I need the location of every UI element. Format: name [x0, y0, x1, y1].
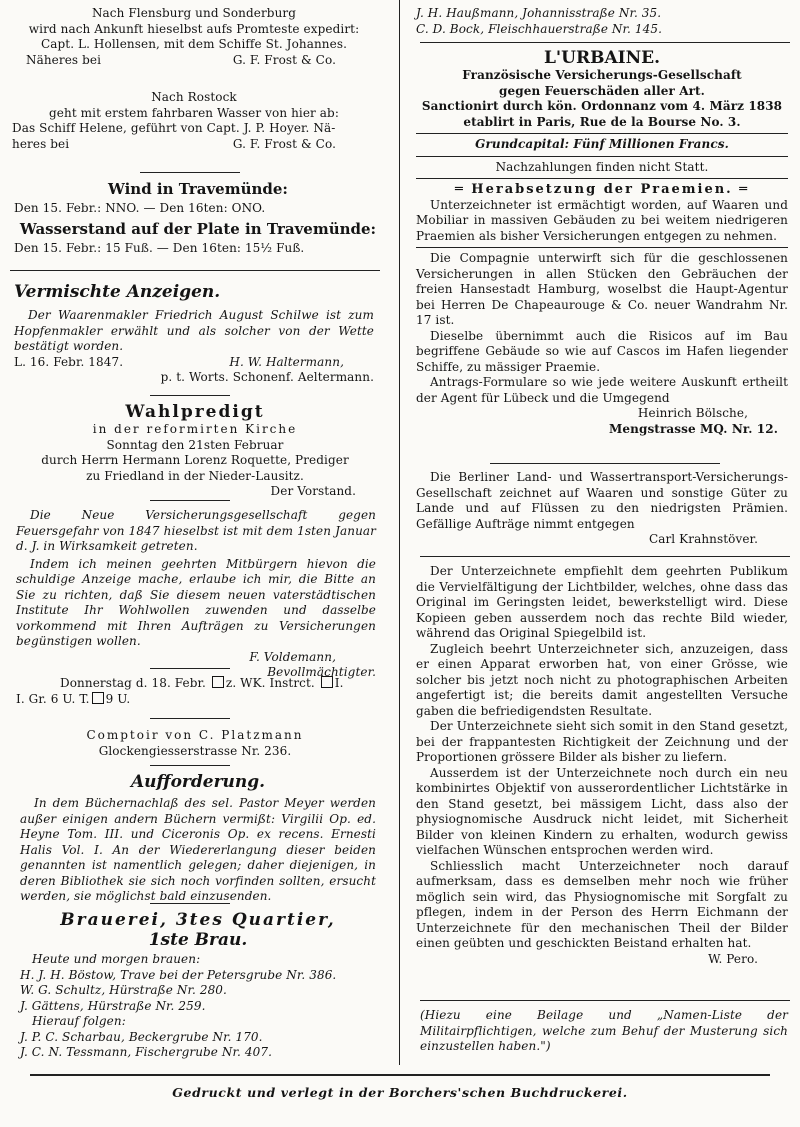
- text-line: zu Friedland in der Nieder-Lausitz.: [86, 468, 304, 483]
- separator: [416, 156, 788, 157]
- square-symbol: [92, 692, 104, 704]
- text-line: Hierauf folgen:: [32, 1014, 126, 1028]
- paragraph: Die Compagnie unterwirft sich für die geschlossenen Versicherungen in allen Stücken den Gebräuchen der freien Hansestadt Hamburg, woselbst die Haupt-Agentur bei Herren De Chapeaurouge & Co. neuer Wandrahm Nr. 17 ist.: [416, 251, 788, 327]
- text: Näheres bei: [26, 52, 102, 67]
- text: G. F. Frost & Co.: [232, 52, 336, 67]
- text: z. WK.: [225, 676, 266, 690]
- separator: [140, 172, 240, 173]
- berliner-notice: [410, 470, 800, 548]
- square-symbol: [321, 676, 333, 688]
- text-line: Carl Krahnstöver.: [648, 532, 758, 546]
- paragraph: Die Neue Versicherungsgesellschaft gegen Feuersgefahr von 1847 hieselbst ist mit dem 1sten Januar d. J. in Wirksamkeit getreten.: [16, 508, 376, 553]
- column-divider: [399, 0, 400, 1065]
- separator: [10, 270, 380, 271]
- urbaine-notice: [410, 48, 800, 437]
- text: 9 U.: [105, 691, 131, 706]
- text-line: Französische Versicherungs-Gesellschaft: [462, 68, 742, 82]
- heading: Wind in Travemünde:: [108, 180, 288, 198]
- separator: [420, 42, 790, 43]
- text-line: H. J. H. Böstow, Trave bei der Petersgrube Nr. 386.: [20, 967, 337, 982]
- text-line: F. Voldemann,: [249, 649, 336, 664]
- separator: [416, 247, 788, 248]
- paragraph: Zugleich beehrt Unterzeichneter sich, anzuzeigen, dass er einen Apparat erworben hat, von einer Grösse, wie solcher bis jetzt noch nicht zu photographischen Arbeiten angefertigt ist; die bereits damit angestellten Versuche gaben die befriedigendsten Resultate.: [416, 641, 788, 718]
- heading: 1ste Brau.: [148, 930, 248, 950]
- notice-rostock: [0, 90, 390, 152]
- text-line: geht mit erstem fahrbaren Wasser von hier ab:: [49, 105, 339, 120]
- paragraph: Unterzeichneter ist ermächtigt worden, auf Waaren und Mobiliar in massiven Gebäuden zu bei weitem niedrigeren Praemien als bisher Versicherungen entgegen zu nehmen.: [416, 197, 788, 243]
- text-line: J. H. Haußmann, Johannisstraße Nr. 35.: [416, 6, 662, 20]
- text-line: Sonntag den 21sten Februar: [106, 437, 284, 452]
- separator: [150, 765, 230, 766]
- text-line: Nachzahlungen finden nicht Statt.: [495, 159, 709, 174]
- text-line: W. G. Schultz, Hürstraße Nr. 280.: [20, 983, 227, 997]
- wind-report: [0, 180, 390, 256]
- separator: [150, 395, 230, 396]
- brauerei: [0, 910, 390, 1061]
- heading: Nach Flensburg und Sonderburg: [91, 6, 297, 20]
- text: I.: [334, 676, 344, 690]
- text: G. F. Frost & Co.: [232, 136, 336, 151]
- separator: [150, 500, 230, 501]
- heading: ═ Herabsetzung der Praemien. ═: [454, 182, 750, 197]
- notice-flensburg: [0, 6, 390, 68]
- text-line: [12, 53, 376, 69]
- text-line: J. C. N. Tessmann, Fischergrube Nr. 407.: [20, 1045, 272, 1059]
- heading: Wahlpredigt: [125, 402, 265, 422]
- printer-imprint: Gedruckt und verlegt in der Borchers'schen Buchdruckerei.: [172, 1085, 628, 1100]
- text-line: [12, 137, 376, 153]
- text-line: durch Herrn Hermann Lorenz Roquette, Prediger: [41, 453, 349, 467]
- heading: Aufforderung.: [130, 772, 266, 792]
- text-line: [16, 692, 376, 708]
- separator: [416, 178, 788, 179]
- separator: [150, 718, 230, 719]
- text-line: [14, 355, 374, 371]
- separator: [490, 463, 720, 464]
- paragraph: (Hiezu eine Beilage und „Namen-Liste der Militairpflichtigen, welche zum Behuf der Musterung sich einzustellen haben."): [420, 1008, 788, 1053]
- beilage-note: [410, 1008, 800, 1055]
- separator: [416, 133, 788, 134]
- text: heres bei: [12, 136, 70, 151]
- heading: Nach Rostock: [151, 90, 237, 104]
- heading: Wasserstand auf der Plate in Travemünde:: [19, 219, 377, 238]
- text: Donnerstag d. 18. Febr.: [60, 676, 206, 690]
- paragraph: Der Waarenmakler Friedrich August Schilwe ist zum Hopfenmakler erwählt und als solcher von der Wette bestätigt worden.: [14, 308, 374, 353]
- paragraph: In dem Büchernachlaß des sel. Pastor Meyer werden außer einigen andern Büchern vermißt: Virgilii Op. ed. Heyne Tom. III. und Ciceronis Op. ex recens. Ernesti Halis Vol. I. An der Wiedererlangung dieser beiden genannten ist namentlich gelegen; daher diejenigen, in deren Bibliothek sie sich noch vorfinden sollten, ersucht werden, sie möglichst bald einzusenden.: [20, 796, 376, 903]
- footer-rule: [30, 1074, 770, 1076]
- separator: [420, 1000, 790, 1001]
- square-symbol: [212, 676, 224, 688]
- separator: [420, 556, 790, 557]
- text-line: Capt. L. Hollensen, mit dem Schiffe St. Johannes.: [40, 37, 348, 51]
- text-line: [16, 676, 376, 692]
- paragraph: Ausserdem ist der Unterzeichnete noch durch ein neu kombinirtes Objektif von ausserordentlicher Lichtstärke in den Stand gesetzt, bei mässigem Licht, dass also der physiognomische Ausdruck nicht leidet, mit Sicherheit Bilder von kleinen Kindern zu erhalten, wodurch gewiss vielfachen Wünschen entsprochen werden wird.: [416, 765, 788, 857]
- text-line: Grundcapital: Fünf Millionen Francs.: [475, 137, 729, 151]
- lichtbilder-notice: [410, 564, 800, 967]
- paragraph: Antrags-Formulare so wie jede weitere Auskunft ertheilt der Agent für Lübeck und die Umgegend: [416, 375, 788, 405]
- heading: Vermischte Anzeigen.: [14, 282, 221, 302]
- vermischte-anzeigen: [0, 282, 390, 386]
- paragraph: Die Berliner Land- und Wassertransport-Versicherungs-Gesellschaft zeichnet auf Waaren und sonstige Güter zu Lande und auf Flüssen zu den niedrigsten Prämien. Gefällige Aufträge nimmt entgegen: [416, 470, 788, 531]
- heading: Brauerei, 3tes Quartier,: [60, 910, 336, 930]
- text-line: C. D. Bock, Fleischhauerstraße Nr. 145.: [416, 21, 662, 36]
- text-line: Heute und morgen brauen:: [32, 952, 201, 966]
- separator: [150, 903, 230, 904]
- text-line: Das Schiff Helene, geführt von Capt. J. P. Hoyer. Nä-: [12, 121, 336, 135]
- text-line: Comptoir von C. Platzmann: [86, 728, 304, 742]
- text-line: Den 15. Febr.: 15 Fuß. — Den 16ten: 15½ Fuß.: [14, 240, 305, 255]
- paragraph: Der Unterzeichnete sieht sich somit in den Stand gesetzt, bei der frappantesten Richtigkeit der Zeichnung und der Proportionen grössere Bilder als bisher zu liefern.: [416, 719, 788, 764]
- text: I. Gr. 6 U.: [16, 691, 76, 706]
- text-line: etablirt in Paris, Rue de la Bourse No. 3.: [463, 114, 741, 129]
- text: Instrct.: [269, 676, 315, 690]
- text-line: Der Vorstand.: [270, 484, 356, 498]
- text-line: in der reformirten Kirche: [92, 422, 298, 436]
- text-line: Heinrich Bölsche,: [637, 406, 748, 420]
- text: H. W. Haltermann,: [229, 354, 344, 369]
- heading: L'URBAINE.: [543, 48, 661, 68]
- separator: [150, 668, 230, 669]
- text-line: Den 15. Febr.: NNO. — Den 16ten: ONO.: [14, 201, 266, 215]
- paragraph: Dieselbe übernimmt auch die Risicos auf im Bau begriffene Gebäude so wie auf Cascos im Hafen liegender Schiffe, zu mässiger Praemie.: [416, 328, 788, 374]
- text-line: W. Pero.: [708, 951, 758, 966]
- text-line: p. t. Worts. Schonenf. Aeltermann.: [160, 370, 374, 384]
- text-line: gegen Feuerschäden aller Art.: [499, 83, 705, 98]
- versicherung-notice: [0, 508, 390, 681]
- text-line: Sanctionirt durch kön. Ordonnanz vom 4. März 1838: [421, 99, 783, 113]
- comptoir-notice: [0, 728, 390, 759]
- text-line: J. Gättens, Hürstraße Nr. 259.: [20, 998, 206, 1013]
- text-line: J. P. C. Scharbau, Beckergrube Nr. 170.: [20, 1029, 263, 1044]
- freemason-notice: [0, 676, 390, 707]
- paragraph: Der Unterzeichnete empfiehlt dem geehrten Publikum die Vervielfältigung der Lichtbilder, welches, ohne dass das Original im Geringsten leidet, bewerkstelligt wird. Diese Kopieen geben ausserdem noch das rechte Bild wieder, während das Original Spiegelbild ist.: [416, 564, 788, 640]
- text-line: wird nach Ankunft hieselbst aufs Promteste expedirt:: [28, 21, 360, 36]
- aufforderung: [0, 772, 390, 905]
- text-line: Bevollmächtigter.: [267, 665, 376, 679]
- brauerei-continued: [410, 6, 800, 37]
- text-line: Glockengiesserstrasse Nr. 236.: [98, 743, 292, 758]
- text: L. 16. Febr. 1847.: [14, 354, 124, 369]
- paragraph: Schliesslich macht Unterzeichneter noch darauf aufmerksam, dass es demselben mehr noch wie früher möglich sein wird, das Physiognomische mit Sorgfalt zu pflegen, indem in der Person des Herrn Eichmann der Unterzeichnete für den mechanischen Theil der Bilder einen geübten und geschickten Beistand erhalten hat.: [416, 858, 788, 950]
- text-line: Mengstrasse MQ. Nr. 12.: [609, 421, 778, 436]
- text: T.: [79, 691, 90, 706]
- wahlpredigt: [0, 402, 390, 500]
- paragraph: Indem ich meinen geehrten Mitbürgern hievon die schuldige Anzeige mache, erlaube ich mir, die Bitte an Sie zu richten, daß Sie diesem neuen vaterstädtischen Institute Ihr Wohlwollen zuwenden und dasselbe vorkommend mit Ihren Aufträgen zu Versicherungen begünstigen wollen.: [16, 556, 376, 648]
